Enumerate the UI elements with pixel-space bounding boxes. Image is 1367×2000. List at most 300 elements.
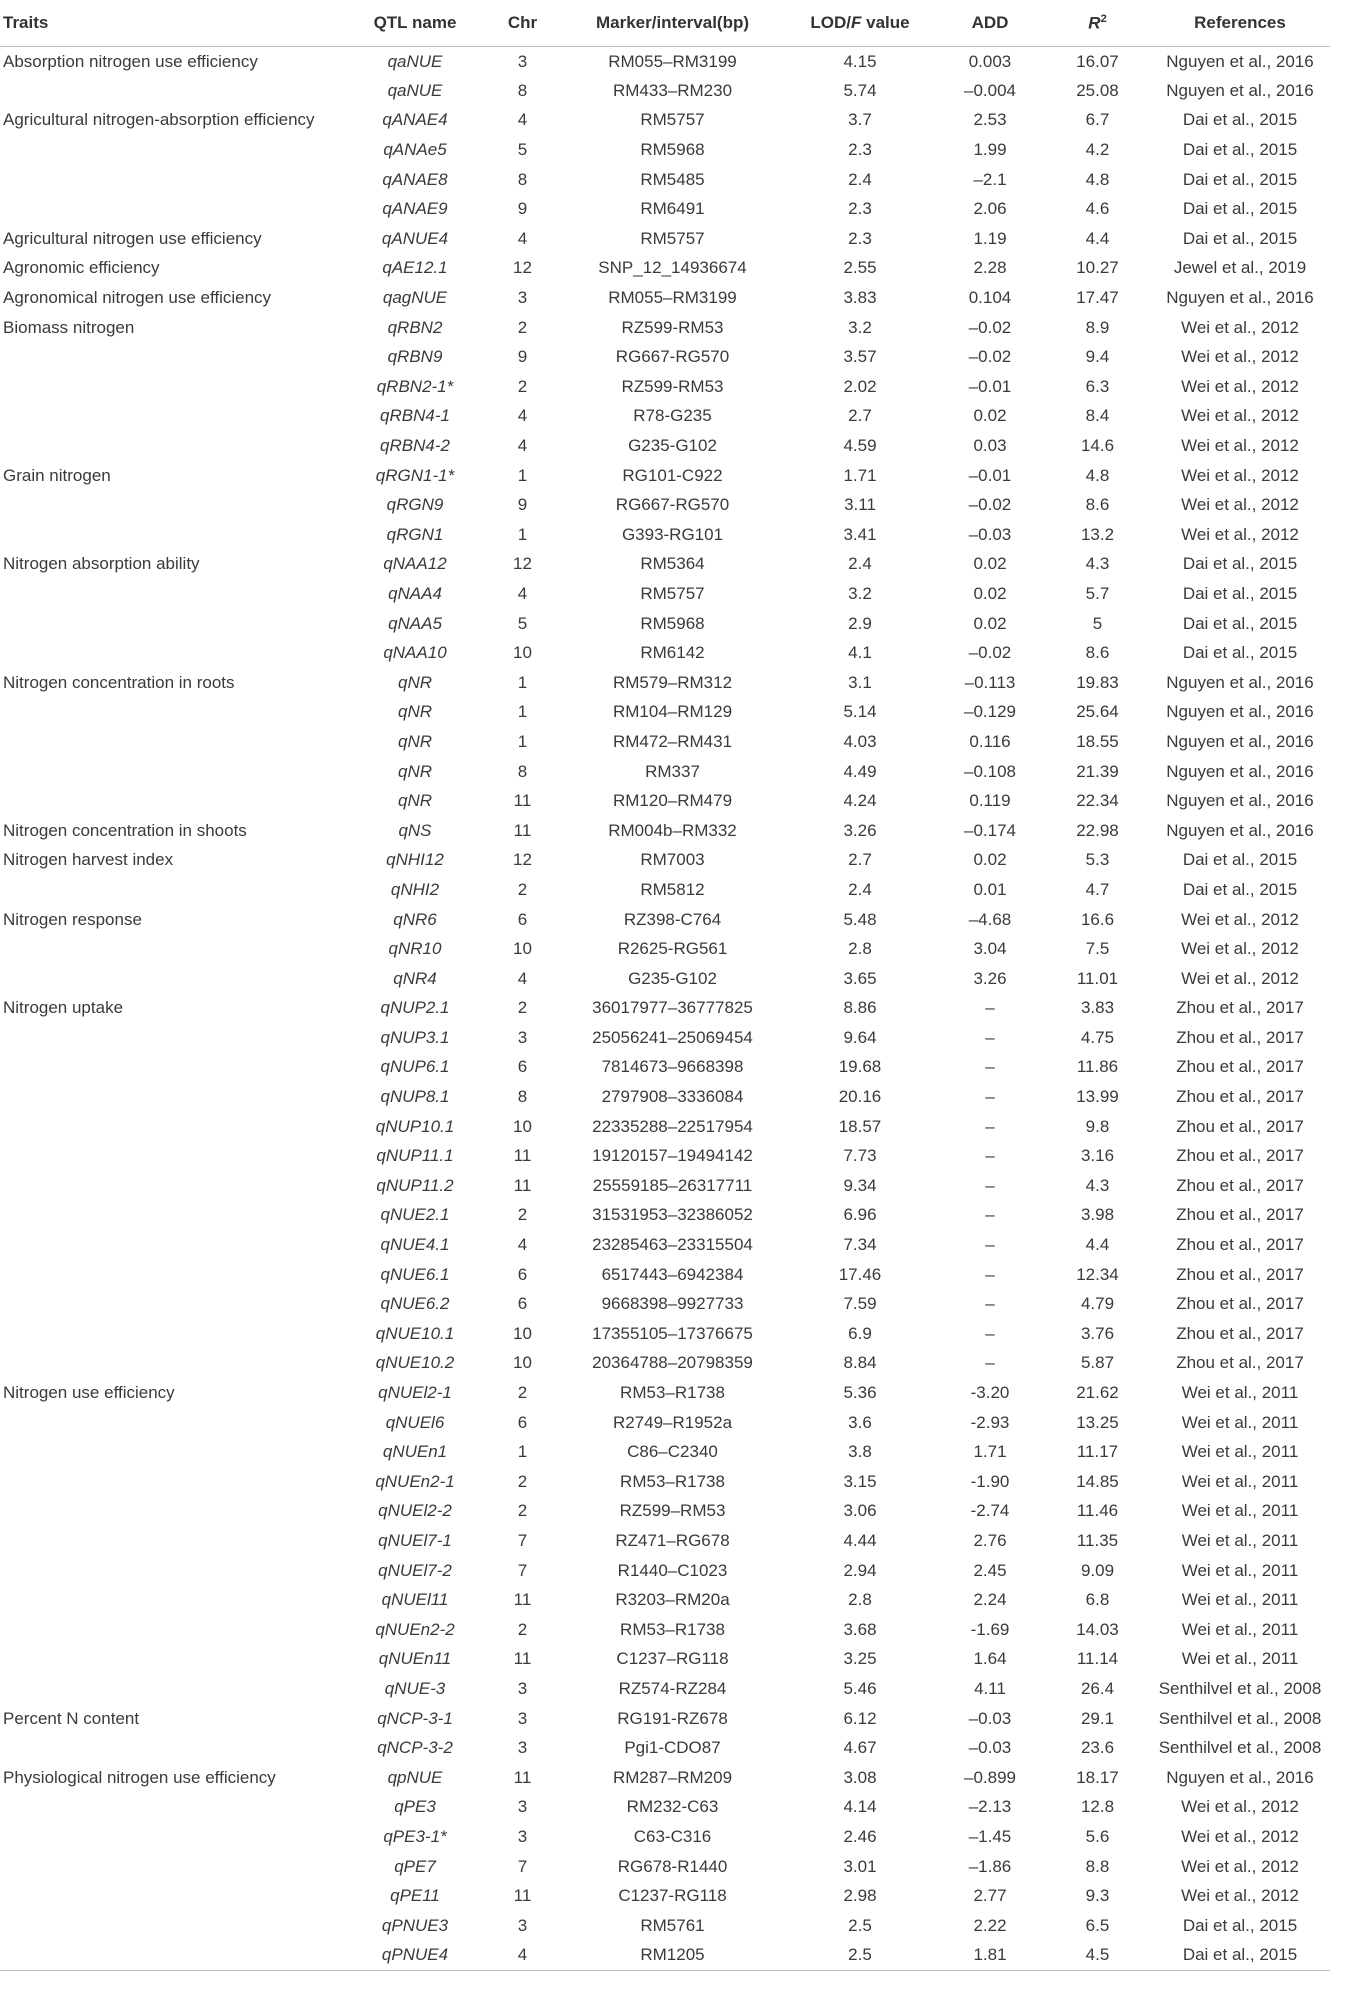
cell-qtl-name: qNR4 — [393, 968, 437, 988]
cell-r2: 16.6 — [1080, 909, 1115, 929]
cell-chr: 11 — [513, 1146, 532, 1166]
cell-reference: Wei et al., 2011 — [1181, 1471, 1299, 1491]
cell-lod: 4.03 — [843, 731, 877, 751]
cell-chr: 2 — [517, 317, 528, 337]
cell-qtl-name: qNUP8.1 — [380, 1087, 450, 1107]
cell-add: -1.90 — [970, 1471, 1010, 1491]
cell-reference: Zhou et al., 2017 — [1176, 1264, 1304, 1284]
cell-marker: R1440–C1023 — [617, 1560, 728, 1580]
table-row — [0, 1852, 1330, 1882]
cell-trait — [0, 1437, 345, 1467]
cell-reference: Wei et al., 2012 — [1181, 406, 1299, 426]
cell-r2: 5.6 — [1085, 1826, 1110, 1846]
cell-marker: R78-G235 — [633, 406, 712, 426]
table-row — [0, 638, 1330, 668]
cell-r2: 11.35 — [1076, 1530, 1119, 1550]
cell-lod: 4.44 — [843, 1530, 877, 1550]
cell-r2: 23.6 — [1080, 1738, 1115, 1758]
cell-lod: 6.12 — [843, 1708, 877, 1728]
cell-marker: RM232-C63 — [626, 1797, 719, 1817]
cell-qtl-name: qNUP10.1 — [375, 1116, 455, 1136]
cell-marker: RG101-C922 — [622, 465, 723, 485]
cell-marker: RM5757 — [640, 228, 705, 248]
cell-qtl-name: qNHI2 — [390, 879, 440, 899]
cell-r2: 14.03 — [1076, 1619, 1119, 1639]
cell-marker: R2749–R1952a — [612, 1412, 733, 1432]
cell-qtl-name: qNUEl7-2 — [378, 1560, 452, 1580]
cell-marker: RG667-RG570 — [615, 495, 730, 515]
header-lod — [785, 0, 935, 47]
cell-r2: 9.4 — [1085, 347, 1110, 367]
table-row — [0, 254, 1330, 284]
cell-qtl-name: qPE3-1* — [383, 1826, 447, 1846]
cell-qtl-name: qANUE4 — [381, 228, 449, 248]
cell-add: 3.04 — [973, 939, 1007, 959]
cell-marker: G235-G102 — [628, 436, 717, 456]
cell-qtl-name: qANAe5 — [383, 140, 447, 160]
cell-marker: RZ599–RM53 — [619, 1501, 726, 1521]
cell-marker: RM53–R1738 — [620, 1471, 725, 1491]
cell-reference: Dai et al., 2015 — [1182, 583, 1298, 603]
cell-r2: 25.08 — [1076, 80, 1119, 100]
cell-chr: 11 — [513, 1590, 532, 1610]
table-row — [0, 934, 1330, 964]
cell-lod: 5.46 — [843, 1678, 877, 1698]
table-row — [0, 1378, 1330, 1408]
cell-chr: 7 — [517, 1560, 528, 1580]
cell-chr: 10 — [513, 643, 532, 663]
cell-lod: 3.06 — [843, 1501, 877, 1521]
table-row — [0, 1704, 1330, 1734]
cell-lod: 7.34 — [843, 1235, 877, 1255]
cell-chr: 2 — [517, 879, 528, 899]
cell-trait: Nitrogen uptake — [3, 998, 124, 1018]
cell-r2: 3.98 — [1080, 1205, 1115, 1225]
cell-r2: 4.3 — [1085, 554, 1110, 574]
cell-qtl-name: qANAE8 — [382, 169, 448, 189]
cell-qtl-name: qNUE6.2 — [380, 1294, 450, 1314]
cell-qtl-name: qNAA12 — [383, 554, 447, 574]
cell-add: 2.28 — [973, 258, 1007, 278]
cell-chr: 5 — [517, 140, 528, 160]
cell-r2: 6.3 — [1085, 376, 1110, 396]
cell-marker: R3203–RM20a — [615, 1590, 730, 1610]
cell-marker: 36017977–36777825 — [592, 998, 753, 1018]
cell-chr: 1 — [517, 731, 528, 751]
cell-trait — [0, 1497, 345, 1527]
cell-chr: 3 — [517, 1678, 528, 1698]
cell-trait — [0, 1941, 345, 1971]
cell-r2: 8.6 — [1085, 643, 1110, 663]
table-row — [0, 1556, 1330, 1586]
cell-marker: 9668398–9927733 — [601, 1294, 744, 1314]
cell-chr: 4 — [517, 1235, 528, 1255]
cell-lod: 2.4 — [848, 879, 872, 899]
cell-add: –0.02 — [968, 643, 1012, 663]
table-row — [0, 964, 1330, 994]
cell-marker: Pgi1-CDO87 — [624, 1738, 721, 1758]
table-row — [0, 1733, 1330, 1763]
cell-chr: 6 — [517, 1294, 528, 1314]
cell-chr: 10 — [513, 1323, 532, 1343]
cell-add: –0.129 — [964, 702, 1016, 722]
cell-trait — [0, 1141, 345, 1171]
cell-qtl-name: qNUE10.2 — [375, 1353, 455, 1373]
cell-add: –0.108 — [964, 761, 1016, 781]
cell-reference: Dai et al., 2015 — [1182, 140, 1298, 160]
cell-qtl-name: qRGN1-1* — [375, 465, 455, 485]
table-row — [0, 1615, 1330, 1645]
cell-marker: C86–C2340 — [627, 1442, 718, 1462]
cell-reference: Dai et al., 2015 — [1182, 110, 1298, 130]
table-row — [0, 1319, 1330, 1349]
cell-add: – — [985, 1175, 995, 1195]
cell-reference: Wei et al., 2011 — [1181, 1412, 1299, 1432]
cell-chr: 11 — [513, 820, 532, 840]
cell-chr: 3 — [517, 288, 528, 308]
cell-r2: 4.8 — [1085, 465, 1110, 485]
cell-r2: 4.79 — [1080, 1294, 1115, 1314]
cell-trait: Grain nitrogen — [3, 465, 111, 485]
cell-r2: 11.14 — [1076, 1649, 1119, 1669]
cell-reference: Wei et al., 2012 — [1181, 524, 1299, 544]
cell-chr: 11 — [513, 791, 532, 811]
cell-reference: Dai et al., 2015 — [1182, 169, 1298, 189]
table-row — [0, 698, 1330, 728]
cell-trait — [0, 1526, 345, 1556]
cell-add: 1.81 — [935, 1941, 1045, 1971]
cell-r2: 21.39 — [1076, 761, 1119, 781]
cell-r2: 3.16 — [1080, 1146, 1115, 1166]
cell-marker: RG667-RG570 — [615, 347, 730, 367]
cell-qtl-name: qaNUE — [387, 51, 443, 71]
cell-qtl-name: qNUP11.1 — [376, 1146, 454, 1166]
cell-qtl-name: qNUP6.1 — [380, 1057, 450, 1077]
cell-marker: RZ599-RM53 — [621, 376, 724, 396]
cell-marker: 2797908–3336084 — [601, 1087, 744, 1107]
cell-lod: 3.41 — [843, 524, 877, 544]
table-row — [0, 1674, 1330, 1704]
cell-reference: Zhou et al., 2017 — [1176, 1146, 1304, 1166]
cell-trait: Agricultural nitrogen-absorption efficiency — [3, 110, 315, 130]
cell-trait: Agronomical nitrogen use efficiency — [3, 288, 272, 308]
cell-r2: 8.4 — [1085, 406, 1110, 426]
cell-chr: 4 — [517, 228, 528, 248]
cell-marker: RM055–RM3199 — [608, 288, 737, 308]
cell-marker: 25559185–26317711 — [592, 1175, 753, 1195]
cell-lod: 2.4 — [848, 169, 872, 189]
cell-lod: 4.14 — [843, 1797, 877, 1817]
cell-chr: 12 — [513, 850, 532, 870]
header-r2-base: R — [1088, 13, 1101, 33]
cell-qtl-name: qNR — [397, 731, 432, 751]
cell-chr: 5 — [517, 613, 528, 633]
cell-marker: RM287–RM209 — [612, 1767, 733, 1787]
cell-r2: 11.86 — [1076, 1057, 1119, 1077]
cell-add: -3.20 — [970, 1383, 1010, 1403]
cell-reference: Zhou et al., 2017 — [1176, 1116, 1304, 1136]
table-row — [0, 461, 1330, 491]
cell-reference: Wei et al., 2012 — [1181, 495, 1299, 515]
cell-r2: 21.62 — [1076, 1383, 1119, 1403]
cell-add: 2.76 — [973, 1530, 1007, 1550]
cell-marker: RG191-RZ678 — [617, 1708, 728, 1728]
cell-marker: RM337 — [645, 761, 700, 781]
cell-qtl-name: qPE3 — [394, 1797, 436, 1817]
cell-chr: 9 — [517, 199, 528, 219]
cell-add: –1.86 — [968, 1856, 1012, 1876]
cell-qtl-name: qNUEl6 — [385, 1412, 445, 1432]
cell-reference: Wei et al., 2012 — [1181, 376, 1299, 396]
cell-add: 0.02 — [973, 583, 1007, 603]
cell-lod: 3.25 — [843, 1649, 877, 1669]
cell-qtl-name: qNAA4 — [388, 583, 442, 603]
cell-lod: 2.5 — [785, 1941, 935, 1971]
cell-r2: 3.83 — [1080, 998, 1115, 1018]
cell-marker: RM004b–RM332 — [608, 820, 737, 840]
table-row — [0, 1082, 1330, 1112]
cell-trait: Percent N content — [3, 1708, 140, 1728]
table-body — [0, 47, 1330, 1971]
cell-add: – — [985, 1235, 995, 1255]
cell-chr: 11 — [513, 1175, 532, 1195]
cell-trait: Agronomic efficiency — [3, 258, 160, 278]
cell-add: – — [985, 1027, 995, 1047]
cell-marker: RM5485 — [640, 169, 705, 189]
cell-reference: Wei et al., 2011 — [1181, 1560, 1299, 1580]
cell-marker: RM1205 — [560, 1941, 785, 1971]
cell-chr: 6 — [517, 909, 528, 929]
cell-qtl-name: qPE7 — [394, 1856, 436, 1876]
cell-qtl-name: qNUEl11 — [381, 1590, 449, 1610]
cell-qtl-name: qPNUE3 — [381, 1915, 449, 1935]
table-row — [0, 550, 1330, 580]
cell-reference: Wei et al., 2012 — [1181, 1856, 1299, 1876]
cell-qtl-name: qNUE-3 — [384, 1678, 446, 1698]
cell-chr: 3 — [517, 1915, 528, 1935]
cell-qtl-name: qNS — [398, 820, 432, 840]
cell-reference: Wei et al., 2012 — [1181, 436, 1299, 456]
table-row — [0, 1793, 1330, 1823]
cell-r2: 4.6 — [1085, 199, 1110, 219]
cell-chr: 1 — [517, 524, 528, 544]
table-row — [0, 846, 1330, 876]
cell-qtl-name: qaNUE — [387, 80, 443, 100]
cell-marker: 7814673–9668398 — [601, 1057, 744, 1077]
cell-add: –0.02 — [968, 495, 1012, 515]
cell-reference: Dai et al., 2015 — [1182, 850, 1298, 870]
cell-trait — [0, 342, 345, 372]
cell-trait: Agricultural nitrogen use efficiency — [3, 228, 262, 248]
cell-marker: 6517443–6942384 — [601, 1264, 744, 1284]
cell-r2: 11.01 — [1076, 968, 1119, 988]
cell-lod: 17.46 — [838, 1264, 882, 1284]
cell-add: 0.01 — [973, 879, 1007, 899]
table-row — [0, 313, 1330, 343]
cell-add: –0.004 — [964, 80, 1016, 100]
cell-qtl-name: qRGN1 — [386, 524, 444, 544]
cell-add: –0.03 — [968, 524, 1012, 544]
table-row — [0, 816, 1330, 846]
cell-chr: 1 — [517, 1442, 528, 1462]
cell-reference: Wei et al., 2012 — [1181, 909, 1299, 929]
cell-lod: 5.74 — [843, 80, 877, 100]
cell-trait — [0, 934, 345, 964]
cell-lod: 4.1 — [848, 643, 872, 663]
header-add: ADD — [935, 0, 1045, 47]
table-row — [0, 1911, 1330, 1941]
cell-chr: 3 — [517, 1797, 528, 1817]
cell-r2: 17.47 — [1076, 288, 1119, 308]
cell-lod: 4.15 — [843, 51, 877, 71]
cell-chr: 10 — [513, 1116, 532, 1136]
cell-trait — [0, 1112, 345, 1142]
cell-trait: Nitrogen concentration in roots — [3, 672, 235, 692]
table-row — [0, 283, 1330, 313]
cell-marker: RZ599-RM53 — [621, 317, 724, 337]
cell-reference: Dai et al., 2015 — [1150, 1941, 1330, 1971]
cell-r2: 4.3 — [1085, 1175, 1110, 1195]
cell-reference: Wei et al., 2011 — [1181, 1590, 1299, 1610]
cell-reference: Wei et al., 2012 — [1181, 1886, 1299, 1906]
cell-r2: 12.34 — [1076, 1264, 1119, 1284]
cell-reference: Nguyen et al., 2016 — [1166, 761, 1314, 781]
cell-reference: Zhou et al., 2017 — [1176, 1294, 1304, 1314]
cell-add: 1.71 — [973, 1442, 1007, 1462]
cell-trait — [0, 1023, 345, 1053]
cell-add: – — [985, 1057, 995, 1077]
cell-chr: 6 — [517, 1412, 528, 1432]
cell-marker: RM5757 — [640, 110, 705, 130]
cell-add: 0.003 — [968, 51, 1012, 71]
cell-qtl-name: qNR10 — [388, 939, 442, 959]
cell-marker: RM120–RM479 — [612, 791, 733, 811]
cell-trait — [0, 1349, 345, 1379]
cell-reference: Dai et al., 2015 — [1182, 643, 1298, 663]
cell-marker: RZ398-C764 — [623, 909, 722, 929]
cell-trait — [0, 1201, 345, 1231]
cell-add: -2.93 — [970, 1412, 1010, 1432]
cell-trait — [0, 1556, 345, 1586]
cell-qtl-name: qNUE2.1 — [380, 1205, 450, 1225]
cell-add: 0.02 — [973, 554, 1007, 574]
cell-r2: 5.7 — [1085, 583, 1110, 603]
table-row — [0, 490, 1330, 520]
cell-trait — [0, 1674, 345, 1704]
cell-chr: 1 — [517, 672, 528, 692]
cell-chr: 4 — [517, 436, 528, 456]
cell-chr: 4 — [517, 583, 528, 603]
header-row — [0, 0, 1330, 47]
cell-reference: Dai et al., 2015 — [1182, 554, 1298, 574]
cell-trait — [0, 698, 345, 728]
cell-add: 2.22 — [973, 1915, 1007, 1935]
cell-add: –0.01 — [968, 465, 1012, 485]
cell-chr: 4 — [517, 110, 528, 130]
cell-lod: 8.84 — [843, 1353, 877, 1373]
cell-qtl-name: qNUEn2-1 — [375, 1471, 455, 1491]
cell-trait — [0, 194, 345, 224]
cell-trait — [0, 1319, 345, 1349]
cell-chr: 2 — [517, 1619, 528, 1639]
cell-trait — [0, 1733, 345, 1763]
cell-reference: Dai et al., 2015 — [1182, 199, 1298, 219]
table-row — [0, 1289, 1330, 1319]
cell-lod: 6.9 — [848, 1323, 872, 1343]
cell-chr: 2 — [517, 998, 528, 1018]
cell-add: – — [985, 1264, 995, 1284]
cell-trait — [0, 757, 345, 787]
cell-chr: 8 — [517, 1087, 528, 1107]
cell-add: – — [985, 1323, 995, 1343]
cell-r2: 12.8 — [1080, 1797, 1115, 1817]
cell-add: –2.1 — [973, 169, 1007, 189]
table-row — [0, 1171, 1330, 1201]
cell-lod: 9.34 — [843, 1175, 877, 1195]
cell-lod: 2.7 — [848, 850, 872, 870]
cell-add: 0.02 — [973, 613, 1007, 633]
cell-qtl-name: qANAE4 — [382, 110, 448, 130]
cell-r2: 29.1 — [1080, 1708, 1115, 1728]
cell-lod: 2.3 — [848, 199, 872, 219]
header-traits: Traits — [0, 0, 345, 47]
cell-chr: 6 — [517, 1057, 528, 1077]
cell-marker: 31531953–32386052 — [592, 1205, 753, 1225]
cell-chr: 3 — [517, 51, 528, 71]
cell-marker: 17355105–17376675 — [592, 1323, 753, 1343]
cell-lod: 4.59 — [843, 436, 877, 456]
cell-qtl-name: qNR — [397, 761, 432, 781]
cell-marker: RM433–RM230 — [612, 80, 733, 100]
cell-trait — [0, 520, 345, 550]
cell-chr: 2 — [517, 1501, 528, 1521]
cell-marker: RM53–R1738 — [620, 1619, 725, 1639]
cell-chr: 7 — [517, 1856, 528, 1876]
cell-r2: 5.3 — [1085, 850, 1110, 870]
cell-add: -1.69 — [970, 1619, 1010, 1639]
cell-marker: 19120157–19494142 — [592, 1146, 753, 1166]
cell-r2: 9.09 — [1080, 1560, 1115, 1580]
cell-lod: 3.65 — [843, 968, 877, 988]
cell-lod: 2.3 — [848, 228, 872, 248]
table-header — [0, 0, 1330, 47]
cell-trait — [0, 1053, 345, 1083]
cell-r2: 6.8 — [1085, 1590, 1110, 1610]
cell-lod: 20.16 — [838, 1087, 882, 1107]
cell-add: –1.45 — [968, 1826, 1012, 1846]
header-r2-sup: 2 — [1100, 12, 1107, 25]
cell-r2: 7.5 — [1085, 939, 1110, 959]
cell-r2: 10.27 — [1076, 258, 1119, 278]
cell-qtl-name: qNUP3.1 — [380, 1027, 450, 1047]
cell-chr: 11 — [513, 1649, 532, 1669]
cell-chr: 1 — [517, 465, 528, 485]
cell-r2: 4.4 — [1085, 228, 1110, 248]
cell-qtl-name: qNR — [397, 791, 432, 811]
table-row — [0, 1260, 1330, 1290]
cell-qtl-name: qNAA5 — [388, 613, 442, 633]
cell-qtl-name: qNUP2.1 — [380, 998, 450, 1018]
cell-r2: 9.3 — [1085, 1886, 1110, 1906]
cell-lod: 4.24 — [843, 791, 877, 811]
cell-lod: 3.2 — [848, 317, 872, 337]
cell-chr: 1 — [517, 702, 528, 722]
table-row — [0, 1408, 1330, 1438]
cell-lod: 6.96 — [843, 1205, 877, 1225]
table-row — [0, 1141, 1330, 1171]
cell-r2: 13.25 — [1076, 1412, 1119, 1432]
cell-r2: 5 — [1092, 613, 1103, 633]
